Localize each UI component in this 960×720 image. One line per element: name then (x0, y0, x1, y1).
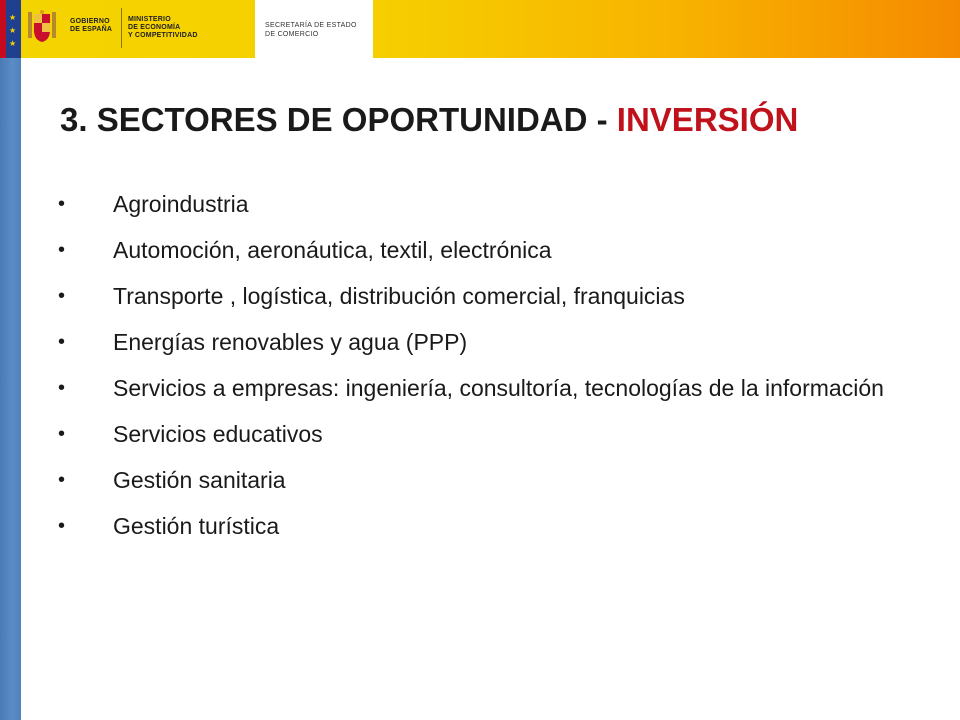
bullet-icon: • (58, 285, 66, 307)
list-item (58, 420, 918, 448)
bullet-icon: • (58, 331, 66, 353)
secretariat-line-2: DE COMERCIO (265, 31, 319, 38)
star-icon: ★ (9, 26, 17, 35)
list-item (58, 512, 918, 540)
list-item (58, 236, 918, 264)
list-item (58, 466, 918, 494)
list-item-text: Transporte , logística, distribución comercial, franquicias (113, 283, 685, 309)
bullet-icon: • (58, 377, 66, 399)
star-icon: ★ (9, 13, 17, 22)
left-accent-band (0, 0, 21, 720)
list-item (58, 190, 918, 218)
list-item-text: Servicios a empresas: ingeniería, consultoría, tecnologías de la información (113, 375, 884, 401)
slide-title-accent: INVERSIÓN (616, 101, 799, 138)
list-item-text: Servicios educativos (113, 421, 323, 447)
slide-title-main: 3. SECTORES DE OPORTUNIDAD - (60, 101, 617, 138)
list-item (58, 328, 918, 356)
secretariat-box (255, 0, 373, 58)
left-accent-band-fill (0, 0, 21, 720)
ministry-name (128, 16, 198, 40)
bullet-icon: • (58, 239, 66, 261)
secretariat-name (265, 21, 357, 39)
slide-title (60, 98, 940, 142)
list-item-text: Gestión sanitaria (113, 467, 286, 493)
government-line-1: GOBIERNO (70, 18, 110, 25)
ministry-line-3: Y COMPETITIVIDAD (128, 32, 198, 39)
coat-of-arms-icon (28, 10, 56, 44)
list-item-text: Automoción, aeronáutica, textil, electrónica (113, 237, 552, 263)
list-item-text: Agroindustria (113, 191, 249, 217)
bullet-icon: • (58, 193, 66, 215)
government-name (70, 18, 112, 34)
list-item-text: Gestión turística (113, 513, 280, 539)
secretariat-line-1: SECRETARÍA DE ESTADO (265, 22, 357, 29)
bullet-icon: • (58, 469, 66, 491)
ministry-line-1: MINISTERIO (128, 16, 171, 23)
list-item (58, 374, 918, 402)
bullet-list (58, 190, 918, 558)
header-bar (0, 0, 960, 58)
bullet-icon: • (58, 515, 66, 537)
ministry-line-2: DE ECONOMÍA (128, 24, 181, 31)
eu-spain-flag-strip (0, 0, 21, 58)
government-line-2: DE ESPAÑA (70, 26, 113, 33)
header-divider (121, 8, 122, 48)
star-icon: ★ (9, 39, 17, 48)
bullet-icon: • (58, 423, 66, 445)
list-item (58, 282, 918, 310)
list-item-text: Energías renovables y agua (PPP) (113, 329, 468, 355)
government-logo (22, 2, 120, 56)
